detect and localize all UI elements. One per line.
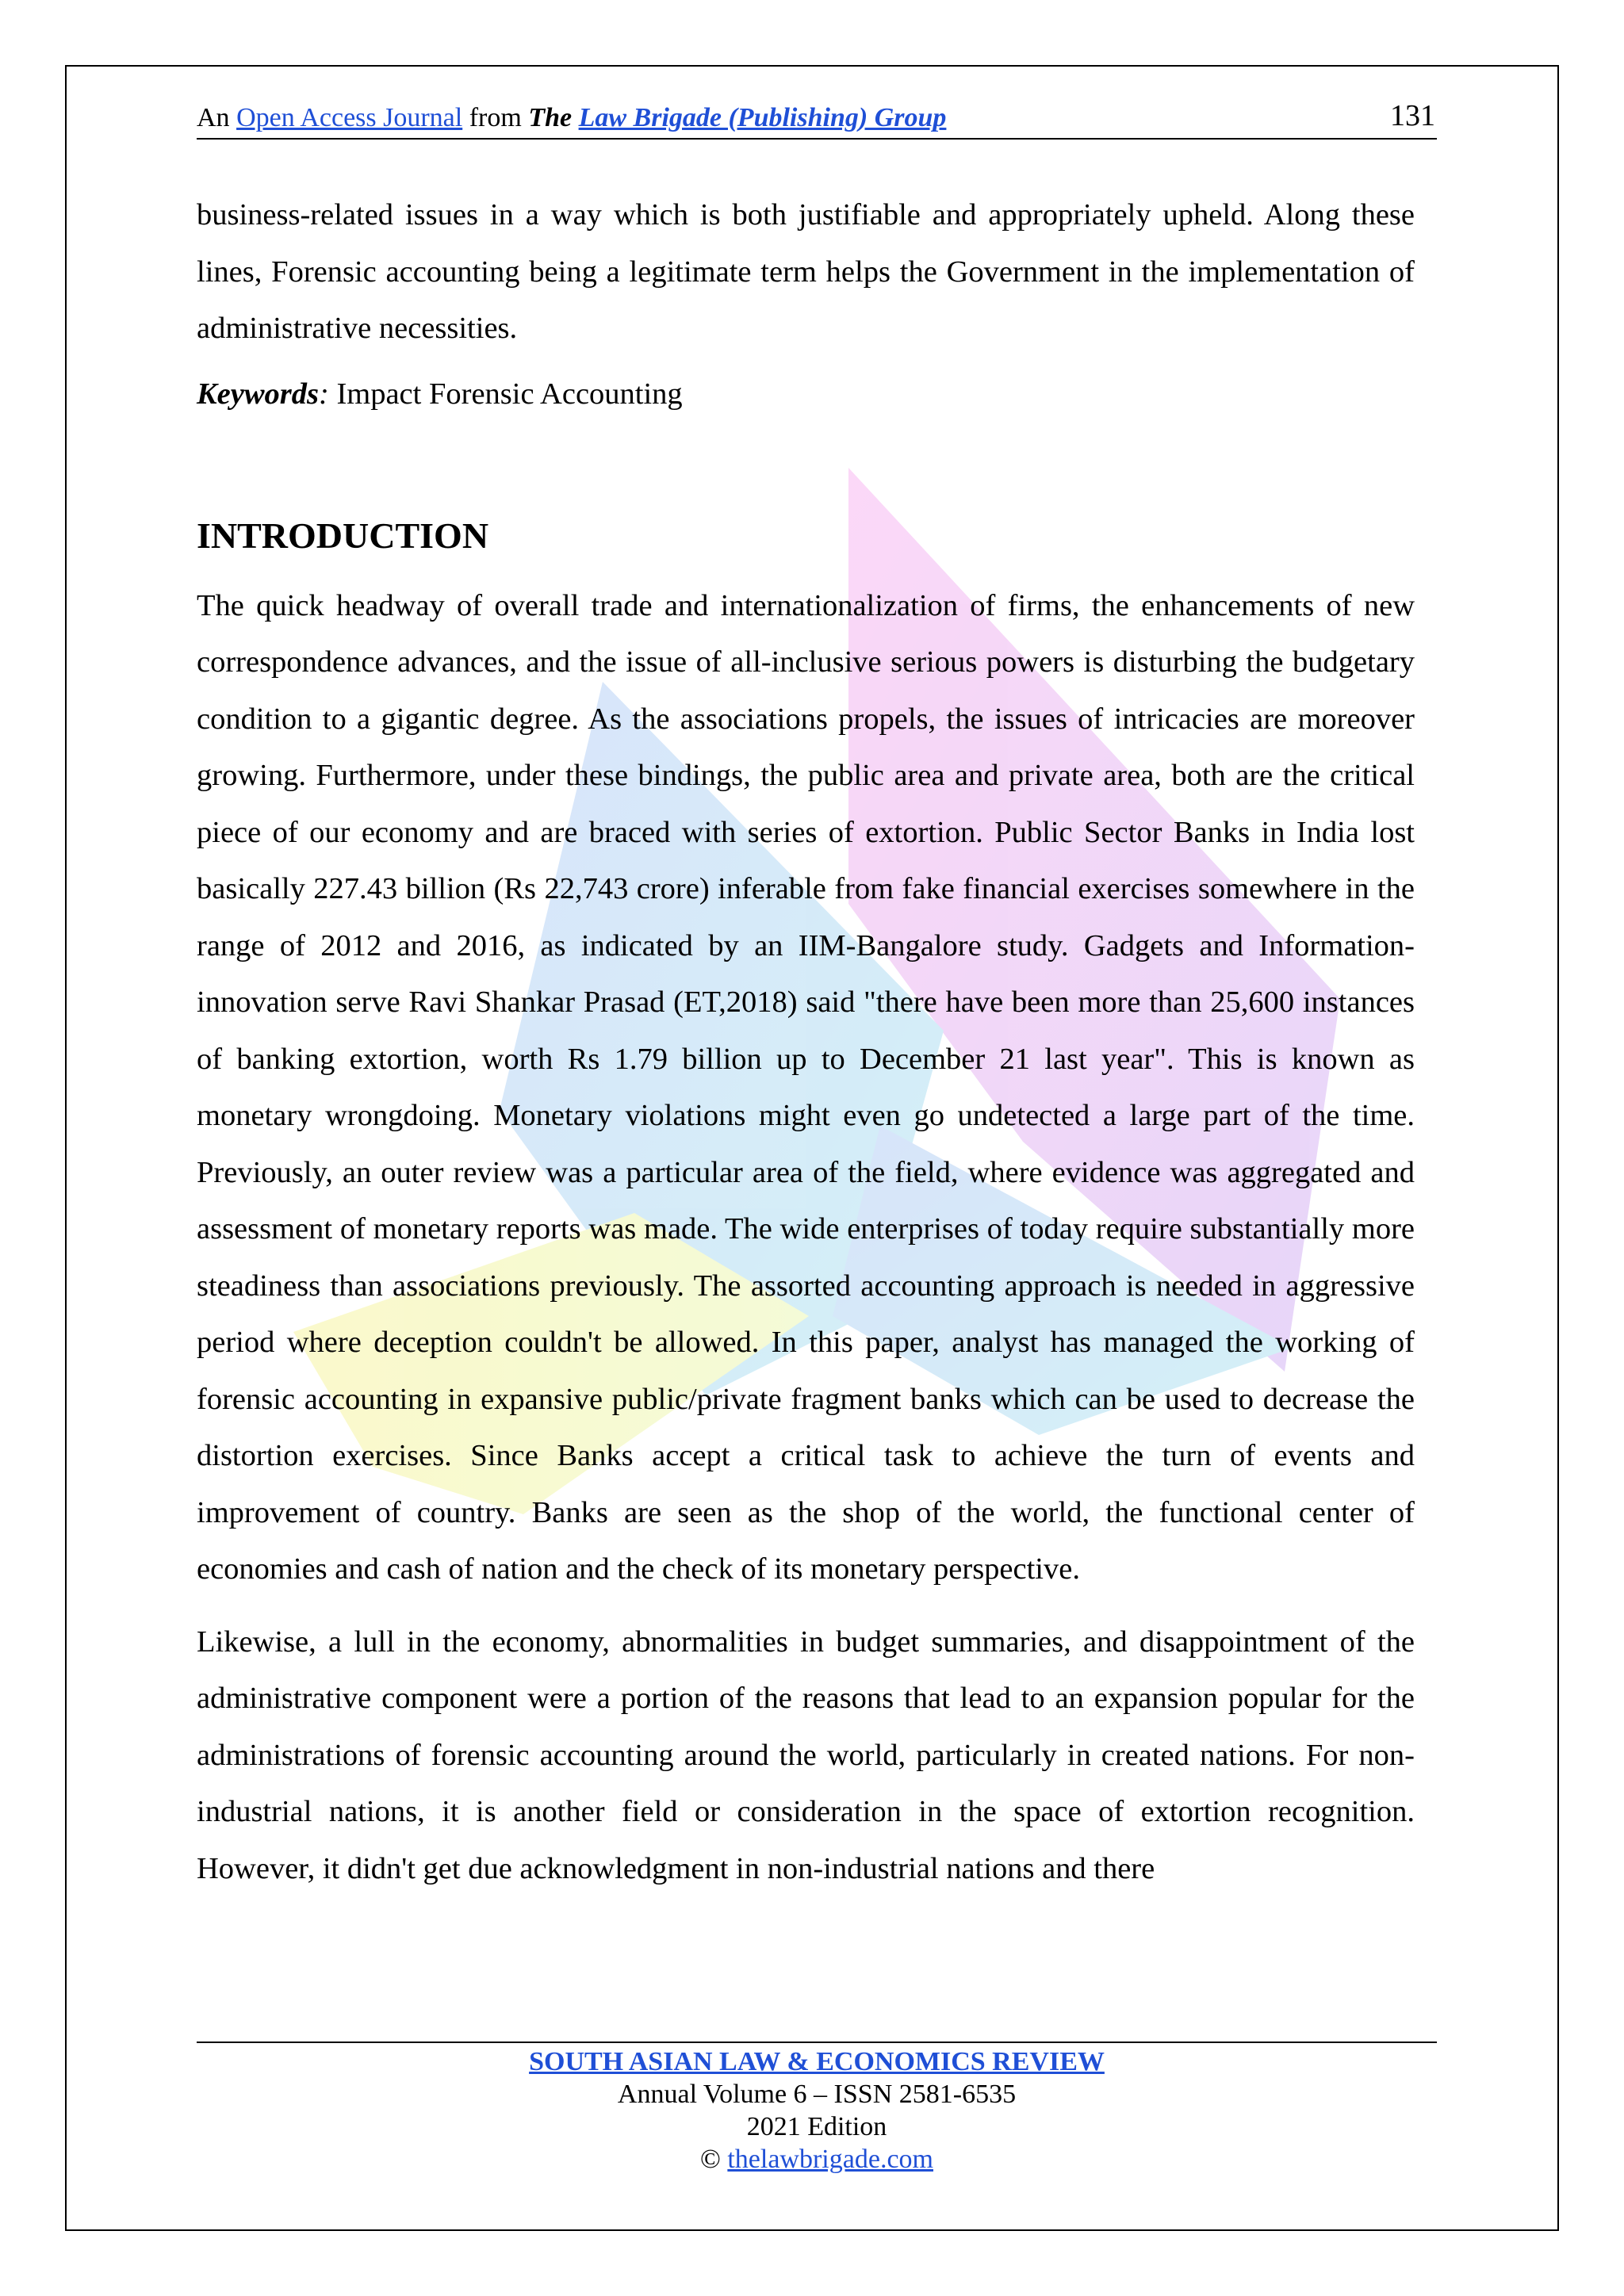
volume-issn: Annual Volume 6 – ISSN 2581-6535 xyxy=(617,2080,1017,2109)
running-header xyxy=(197,97,1437,140)
header-text xyxy=(197,103,946,133)
keywords-line xyxy=(197,370,1415,418)
publisher-link[interactable]: Law Brigade (Publishing) Group xyxy=(578,103,947,132)
journal-title-link[interactable]: SOUTH ASIAN LAW & ECONOMICS REVIEW xyxy=(529,2047,1105,2076)
open-access-link[interactable]: Open Access Journal xyxy=(236,103,463,132)
keywords-label: Keywords xyxy=(197,377,319,411)
edition: 2021 Edition xyxy=(746,2112,887,2141)
keywords-colon: : xyxy=(319,377,329,411)
keywords-value: Impact Forensic Accounting xyxy=(336,377,683,411)
brand-the: The xyxy=(528,103,573,132)
page-footer xyxy=(197,2045,1437,2175)
copyright-symbol: © xyxy=(700,2145,721,2174)
header-from: from xyxy=(469,103,522,132)
footer-divider xyxy=(197,2042,1437,2043)
header-prefix: An xyxy=(197,103,230,132)
paragraph-introduction-2: Likewise, a lull in the economy, abnormalities in budget summaries, and disappointment of the administrative component were a portion of the reasons that lead to an expansion popular for the administrations of forensic accounting around the world, particularly in created nations. For non-industrial nations, it is another field or consideration in the space of extortion recognition. However, it didn't get due acknowledgment in non-industrial nations and there xyxy=(197,1624,1415,1885)
section-heading: INTRODUCTION xyxy=(197,515,489,556)
page-number: 131 xyxy=(1390,99,1435,132)
paragraph-abstract-end: business-related issues in a way which is both justifiable and appropriately upheld. Along these lines, Forensic accounting being a legitimate term helps the Government in the implementation of administrative necessities. xyxy=(197,198,1415,345)
paragraph-introduction-1: The quick headway of overall trade and internationalization of firms, the enhancements of new correspondence advances, and the issue of all-inclusive serious powers is disturbing the budgetary condition to a gigantic degree. As the associations propels, the issues of intricacies are moreover growing. Furthermore, under these bindings, the public area and private area, both are the critical piece of our economy and are braced with series of extortion. Public Sector Banks in India lost basically 227.43 billion (Rs 22,743 crore) inferable from fake financial exercises somewhere in the range of 2012 and 2016, as indicated by an IIM-Bangalore study. Gadgets and Information-innovation serve Ravi Shankar Prasad (ET,2018) said "there have been more than 25,600 instances of banking extortion, worth Rs 1.79 billion up to December 21 last year". This is known as monetary wrongdoing. Monetary violations might even go undetected a large part of the time. Previously, an outer review was a particular area of the field, where evidence was aggregated and assessment of monetary reports was made. The wide enterprises of today require substantially more steadiness than associations previously. The assorted accounting approach is needed in aggressive period where deception couldn't be allowed. In this paper, analyst has managed the working of forensic accounting in expansive public/private fragment banks which can be used to decrease the distortion exercises. Since Banks accept a critical task to achieve the turn of events and improvement of country. Banks are seen as the shop of the world, the functional center of economies and cash of nation and the check of its monetary perspective. xyxy=(197,588,1415,1586)
article-body xyxy=(197,187,1415,1897)
copyright-line xyxy=(197,2143,1437,2175)
website-link[interactable]: thelawbrigade.com xyxy=(727,2145,933,2174)
